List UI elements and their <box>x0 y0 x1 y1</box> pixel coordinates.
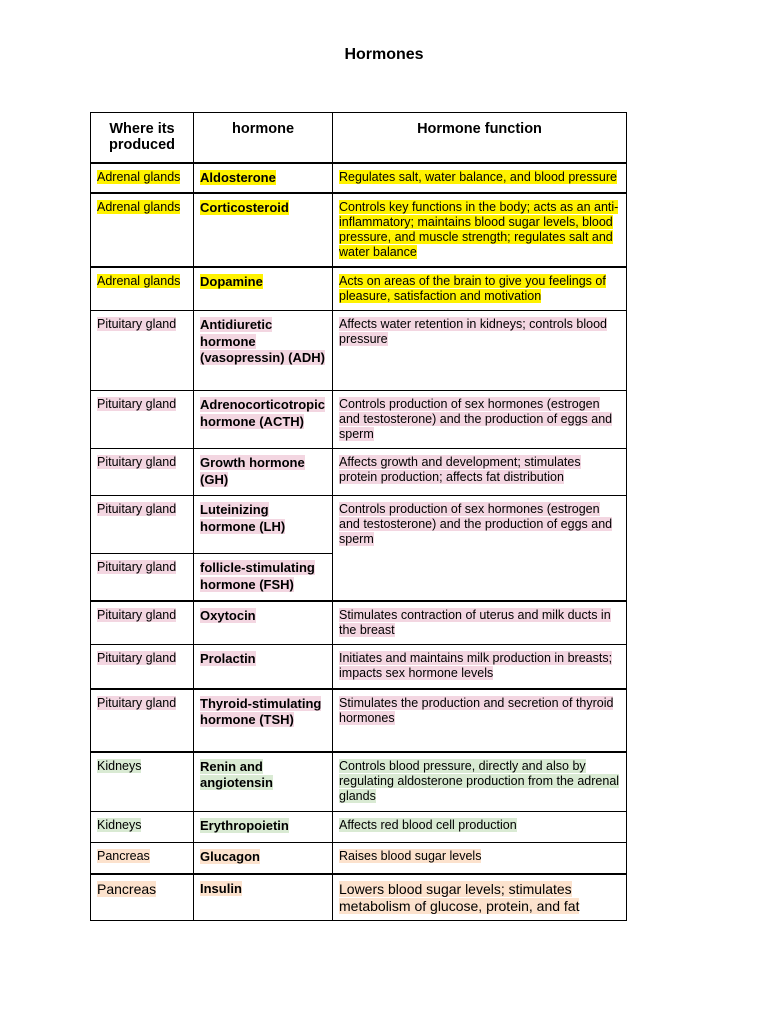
where-cell <box>91 843 194 874</box>
hormone-cell <box>194 812 333 843</box>
function-text: Affects red blood cell production <box>339 818 517 832</box>
hormone-cell <box>194 267 333 311</box>
function-cell <box>333 193 627 267</box>
hormone-text: Dopamine <box>200 273 263 289</box>
table-row <box>91 601 627 645</box>
where-text: Pituitary gland <box>97 560 177 574</box>
function-cell <box>333 645 627 689</box>
where-text: Pituitary gland <box>97 502 177 516</box>
header-where-produced: Where its produced <box>91 113 194 163</box>
where-text: Pituitary gland <box>97 455 177 469</box>
hormone-cell <box>194 391 333 449</box>
hormone-text: Growth hormone (GH) <box>200 455 305 487</box>
function-text: Controls key functions in the body; acts as an anti-inflammatory; maintains blood sugar levels, blood pressure, and muscle strength; regulates salt and water balance <box>339 199 619 259</box>
where-text: Pituitary gland <box>97 317 177 331</box>
function-cell <box>333 449 627 496</box>
where-cell <box>91 449 194 496</box>
where-cell <box>91 752 194 812</box>
function-cell <box>333 752 627 812</box>
hormone-text: Prolactin <box>200 651 256 666</box>
where-cell <box>91 554 194 601</box>
function-text: Affects water retention in kidneys; controls blood pressure <box>339 317 607 346</box>
function-cell <box>333 391 627 449</box>
function-text: Controls production of sex hormones (estrogen and testosterone) and the production of eggs and sperm <box>339 397 613 441</box>
table-row <box>91 267 627 311</box>
table-row <box>91 449 627 496</box>
function-cell <box>333 267 627 311</box>
hormone-cell <box>194 496 333 554</box>
header-hormone: hormone <box>194 113 333 163</box>
hormone-text: Antidiuretic hormone (vasopressin) (ADH) <box>200 317 325 365</box>
hormone-cell <box>194 601 333 645</box>
hormone-cell <box>194 193 333 267</box>
hormone-cell <box>194 645 333 689</box>
where-text: Kidneys <box>97 818 142 832</box>
hormone-cell <box>194 689 333 752</box>
where-text: Adrenal glands <box>97 273 181 288</box>
hormone-cell <box>194 874 333 921</box>
function-text: Controls production of sex hormones (estrogen and testosterone) and the production of eggs and sperm <box>339 502 613 546</box>
where-text: Pituitary gland <box>97 607 177 622</box>
where-cell <box>91 311 194 391</box>
hormone-text: follicle-stimulating hormone (FSH) <box>200 560 315 592</box>
table-row <box>91 812 627 843</box>
where-text: Kidneys <box>97 758 142 773</box>
where-cell <box>91 645 194 689</box>
function-cell <box>333 812 627 843</box>
function-text: Stimulates the production and secretion of thyroid hormones <box>339 695 614 725</box>
table-row <box>91 163 627 193</box>
table-row <box>91 193 627 267</box>
table-row <box>91 689 627 752</box>
where-cell <box>91 193 194 267</box>
hormone-text: Glucagon <box>200 849 260 864</box>
function-text: Affects growth and development; stimulates protein production; affects fat distribution <box>339 455 581 484</box>
hormone-text: Thyroid-stimulating hormone (TSH) <box>200 695 322 727</box>
function-text: Regulates salt, water balance, and blood pressure <box>339 169 617 184</box>
page-title: Hormones <box>344 46 424 63</box>
where-cell <box>91 163 194 193</box>
where-text: Pituitary gland <box>97 695 177 710</box>
function-text: Acts on areas of the brain to give you feelings of pleasure, satisfaction and motivation <box>339 273 606 303</box>
table-row <box>91 391 627 449</box>
hormone-cell <box>194 843 333 874</box>
function-text: Lowers blood sugar levels; stimulates metabolism of glucose, protein, and fat <box>339 880 580 914</box>
table-row <box>91 496 627 554</box>
table-row <box>91 752 627 812</box>
header-hormone-function: Hormone function <box>333 113 627 163</box>
where-cell <box>91 874 194 921</box>
table-header-row <box>91 113 627 163</box>
hormone-text: Insulin <box>200 880 242 896</box>
where-text: Pancreas <box>97 880 157 897</box>
where-text: Pituitary gland <box>97 651 177 665</box>
function-cell <box>333 496 627 601</box>
where-cell <box>91 601 194 645</box>
hormone-text: Corticosteroid <box>200 199 289 215</box>
function-cell <box>333 163 627 193</box>
table-row <box>91 645 627 689</box>
function-cell <box>333 843 627 874</box>
hormone-text: Adrenocorticotropic hormone (ACTH) <box>200 397 325 429</box>
hormone-text: Erythropoietin <box>200 818 289 833</box>
where-text: Adrenal glands <box>97 199 181 214</box>
function-text: Raises blood sugar levels <box>339 849 482 863</box>
where-text: Pituitary gland <box>97 397 177 411</box>
hormone-cell <box>194 449 333 496</box>
hormone-text: Oxytocin <box>200 607 256 623</box>
where-text: Adrenal glands <box>97 169 181 184</box>
table-row <box>91 874 627 921</box>
function-text: Initiates and maintains milk production in breasts; impacts sex hormone levels <box>339 651 613 680</box>
hormone-text: Aldosterone <box>200 169 276 185</box>
hormone-cell <box>194 554 333 601</box>
where-cell <box>91 496 194 554</box>
function-cell <box>333 874 627 921</box>
where-cell <box>91 391 194 449</box>
where-text: Pancreas <box>97 849 150 863</box>
table-row <box>91 843 627 874</box>
function-cell <box>333 311 627 391</box>
where-cell <box>91 267 194 311</box>
hormones-table <box>90 112 627 921</box>
function-text: Controls blood pressure, directly and also by regulating aldosterone production from the adrenal glands <box>339 758 620 803</box>
hormone-cell <box>194 163 333 193</box>
hormone-cell <box>194 311 333 391</box>
hormone-cell <box>194 752 333 812</box>
hormone-text: Renin and angiotensin <box>200 758 273 790</box>
function-cell <box>333 601 627 645</box>
function-text: Stimulates contraction of uterus and milk ducts in the breast <box>339 607 611 637</box>
table-row <box>91 311 627 391</box>
function-cell <box>333 689 627 752</box>
where-cell <box>91 812 194 843</box>
hormone-text: Luteinizing hormone (LH) <box>200 502 286 534</box>
where-cell <box>91 689 194 752</box>
